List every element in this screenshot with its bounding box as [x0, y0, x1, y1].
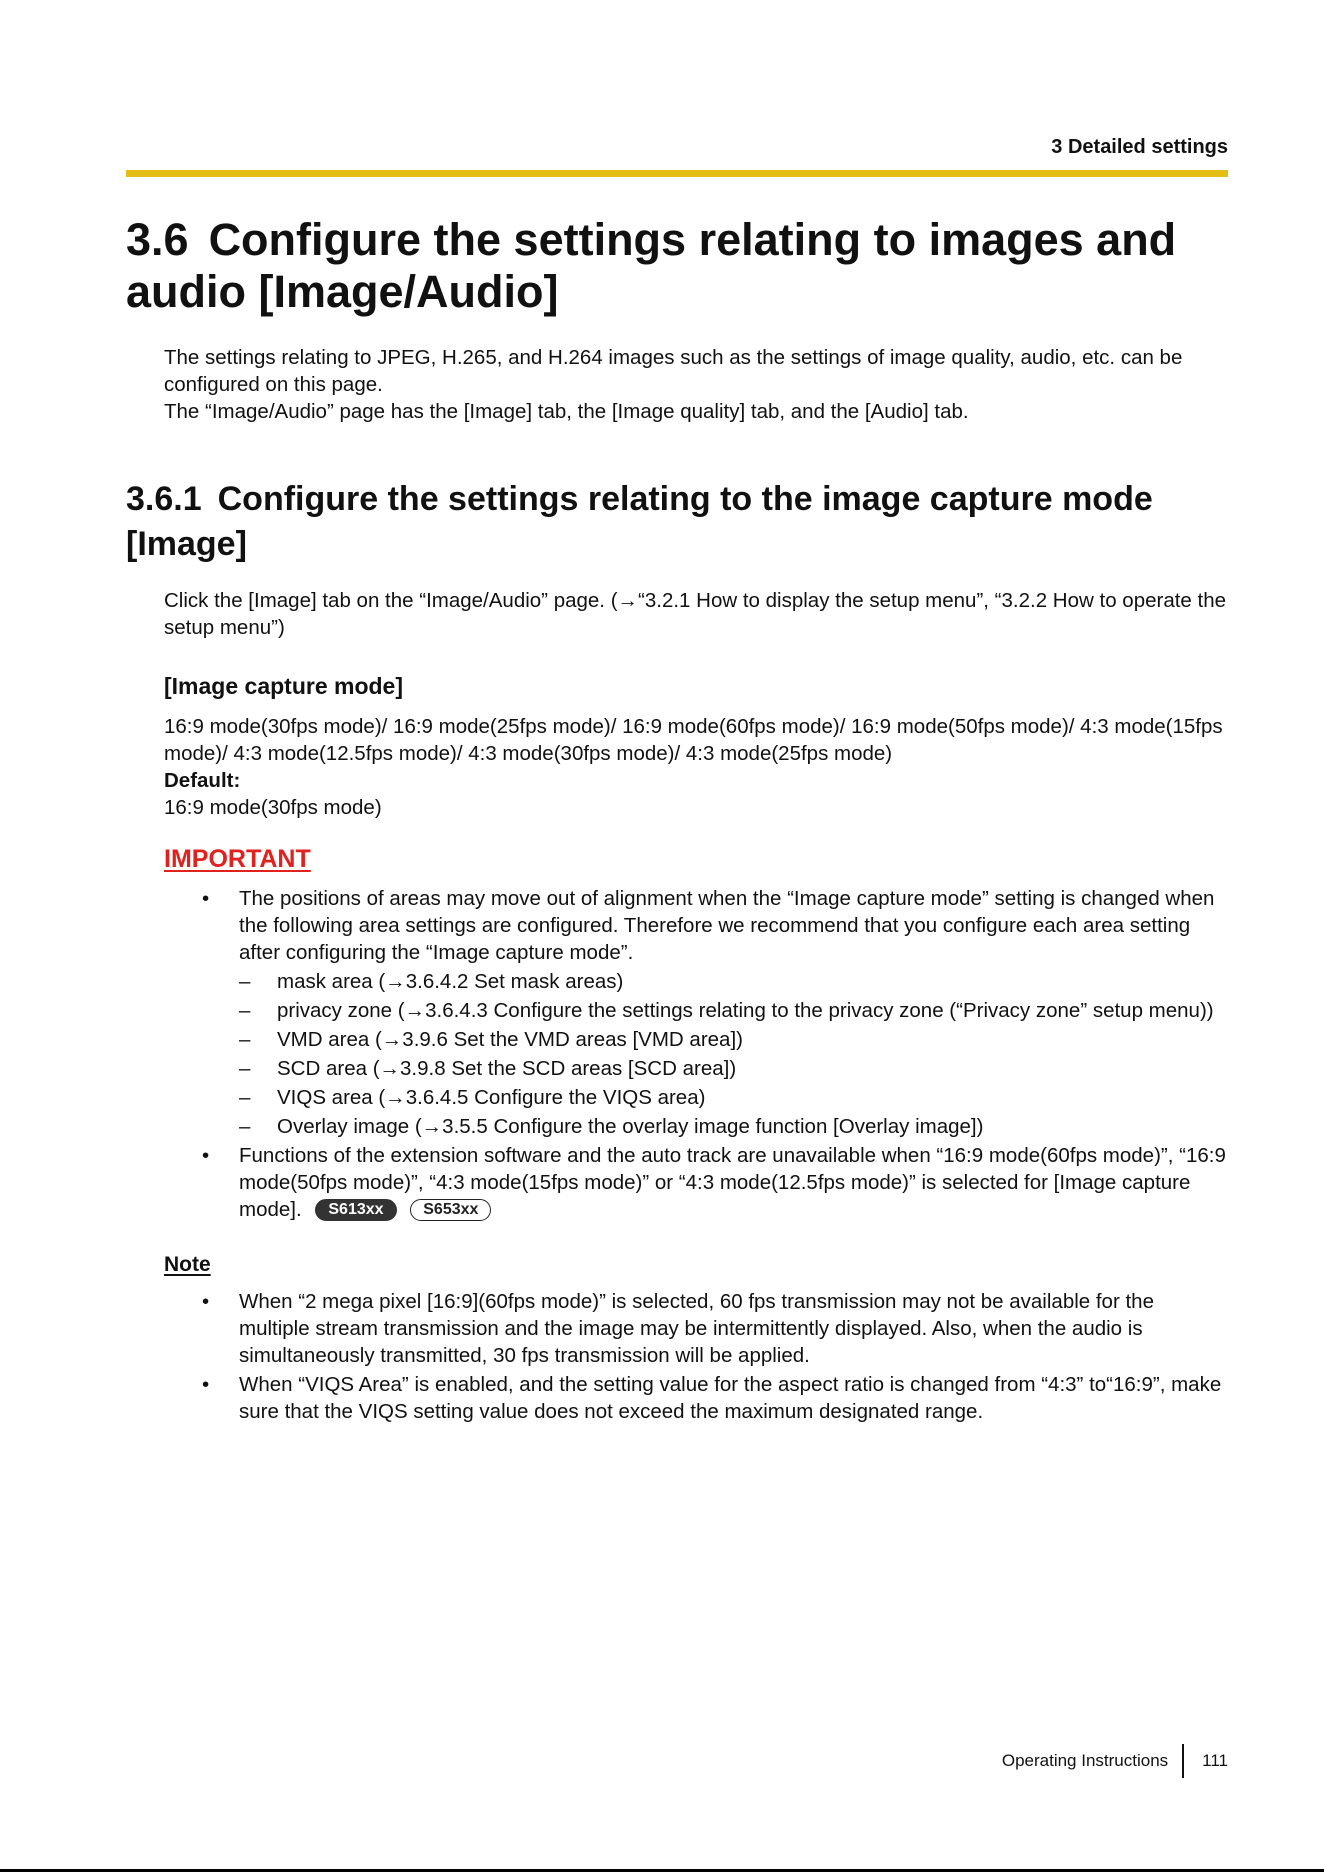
- important-text: Functions of the extension software and the auto track are unavailable when “16:9 mode(60fps mode)”, “16:9 mode(50fps mode)”, “4:3 mode(15fps mode)” or “4:3 mode(12.5fps mode)” is selected for [Image capture mode].: [239, 1144, 1226, 1221]
- subsection-title-line1: Configure the settings relating to the image capture mode: [217, 480, 1153, 518]
- subsection-number: 3.6.1: [126, 480, 202, 518]
- parameter-values: [164, 713, 1228, 821]
- list-item: [164, 1371, 1228, 1425]
- dash-icon: –: [239, 1057, 251, 1080]
- model-badge-s653xx: S653xx: [410, 1199, 491, 1221]
- subsection-body: [164, 587, 1228, 1425]
- page-number: 111: [1202, 1751, 1228, 1770]
- dash-icon: –: [239, 1028, 251, 1051]
- list-item: [164, 885, 1228, 1140]
- important-list: [164, 885, 1228, 1223]
- list-item: [239, 1084, 1228, 1111]
- area-link[interactable]: SCD area (→3.9.8 Set the SCD areas [SCD area]): [277, 1057, 737, 1080]
- footer-divider: [1182, 1744, 1184, 1778]
- running-header: 3 Detailed settings: [1051, 136, 1228, 158]
- section-intro: [164, 344, 1228, 425]
- important-label: IMPORTANT: [164, 845, 311, 873]
- page-content: [126, 214, 1228, 1427]
- area-list: [239, 968, 1228, 1140]
- important-text: The positions of areas may move out of alignment when the “Image capture mode” setting is changed when the following area settings are configured. Therefore we recommend that you configure each area setting after configuring the “Image capture mode”.: [239, 887, 1215, 964]
- intro-paragraph: The “Image/Audio” page has the [Image] tab, the [Image quality] tab, and the [Audio] tab.: [164, 400, 969, 423]
- section-title: [126, 214, 1228, 318]
- area-link[interactable]: VIQS area (→3.6.4.5 Configure the VIQS area): [277, 1086, 706, 1109]
- list-item: [239, 968, 1228, 995]
- default-label: Default:: [164, 769, 241, 792]
- list-item: [164, 1142, 1228, 1223]
- bullet-icon: •: [202, 1144, 210, 1167]
- note-text: When “2 mega pixel [16:9](60fps mode)” is selected, 60 fps transmission may not be available for the multiple stream transmission and the image may be intermittently displayed. Also, when the audio is simultaneously transmitted, 30 fps transmission will be applied.: [239, 1290, 1154, 1367]
- dash-icon: –: [239, 1086, 251, 1109]
- page-footer: [1002, 1744, 1228, 1778]
- list-item: [239, 997, 1228, 1024]
- header-rule: [126, 170, 1228, 177]
- section-title-line1: Configure the settings relating to images and: [208, 214, 1177, 265]
- list-item: [164, 1288, 1228, 1369]
- bullet-icon: •: [202, 887, 210, 910]
- subsection-title-line2: [Image]: [126, 525, 247, 563]
- bullet-icon: •: [202, 1373, 210, 1396]
- area-link[interactable]: Overlay image (→3.5.5 Configure the overlay image function [Overlay image]): [277, 1115, 984, 1138]
- list-item: [239, 1026, 1228, 1053]
- note-text: When “VIQS Area” is enabled, and the setting value for the aspect ratio is changed from “4:3” to“16:9”, make sure that the VIQS setting value does not exceed the maximum designated range.: [239, 1373, 1222, 1423]
- dash-icon: –: [239, 1115, 251, 1138]
- list-item: [239, 1113, 1228, 1140]
- list-item: [239, 1055, 1228, 1082]
- area-link[interactable]: mask area (→3.6.4.2 Set mask areas): [277, 970, 624, 993]
- dash-icon: –: [239, 970, 251, 993]
- dash-icon: –: [239, 999, 251, 1022]
- parameter-heading: [Image capture mode]: [164, 673, 403, 699]
- area-link[interactable]: privacy zone (→3.6.4.3 Configure the settings relating to the privacy zone (“Privacy zone” setup menu)): [277, 999, 1214, 1022]
- intro-paragraph: The settings relating to JPEG, H.265, and H.264 images such as the settings of image quality, audio, etc. can be configured on this page.: [164, 346, 1183, 396]
- section-title-line2: audio [Image/Audio]: [126, 266, 559, 317]
- model-badge-s613xx: S613xx: [315, 1199, 396, 1221]
- section-number: 3.6: [126, 214, 189, 265]
- parameter-options: 16:9 mode(30fps mode)/ 16:9 mode(25fps mode)/ 16:9 mode(60fps mode)/ 16:9 mode(50fps mode)/ 4:3 mode(15fps mode)/ 4:3 mode(12.5fps mode)/ 4:3 mode(30fps mode)/ 4:3 mode(25fps mode): [164, 715, 1223, 765]
- default-value: 16:9 mode(30fps mode): [164, 796, 382, 819]
- area-link[interactable]: VMD area (→3.9.6 Set the VMD areas [VMD area]): [277, 1028, 743, 1051]
- lead-paragraph: Click the [Image] tab on the “Image/Audio” page. (→“3.2.1 How to display the setup menu”, “3.2.2 How to operate the setup menu”): [164, 589, 1227, 639]
- note-list: [164, 1288, 1228, 1425]
- note-label: Note: [164, 1253, 211, 1276]
- bullet-icon: •: [202, 1290, 210, 1313]
- subsection-title: [126, 477, 1228, 567]
- footer-doc-title: Operating Instructions: [1001, 1751, 1169, 1770]
